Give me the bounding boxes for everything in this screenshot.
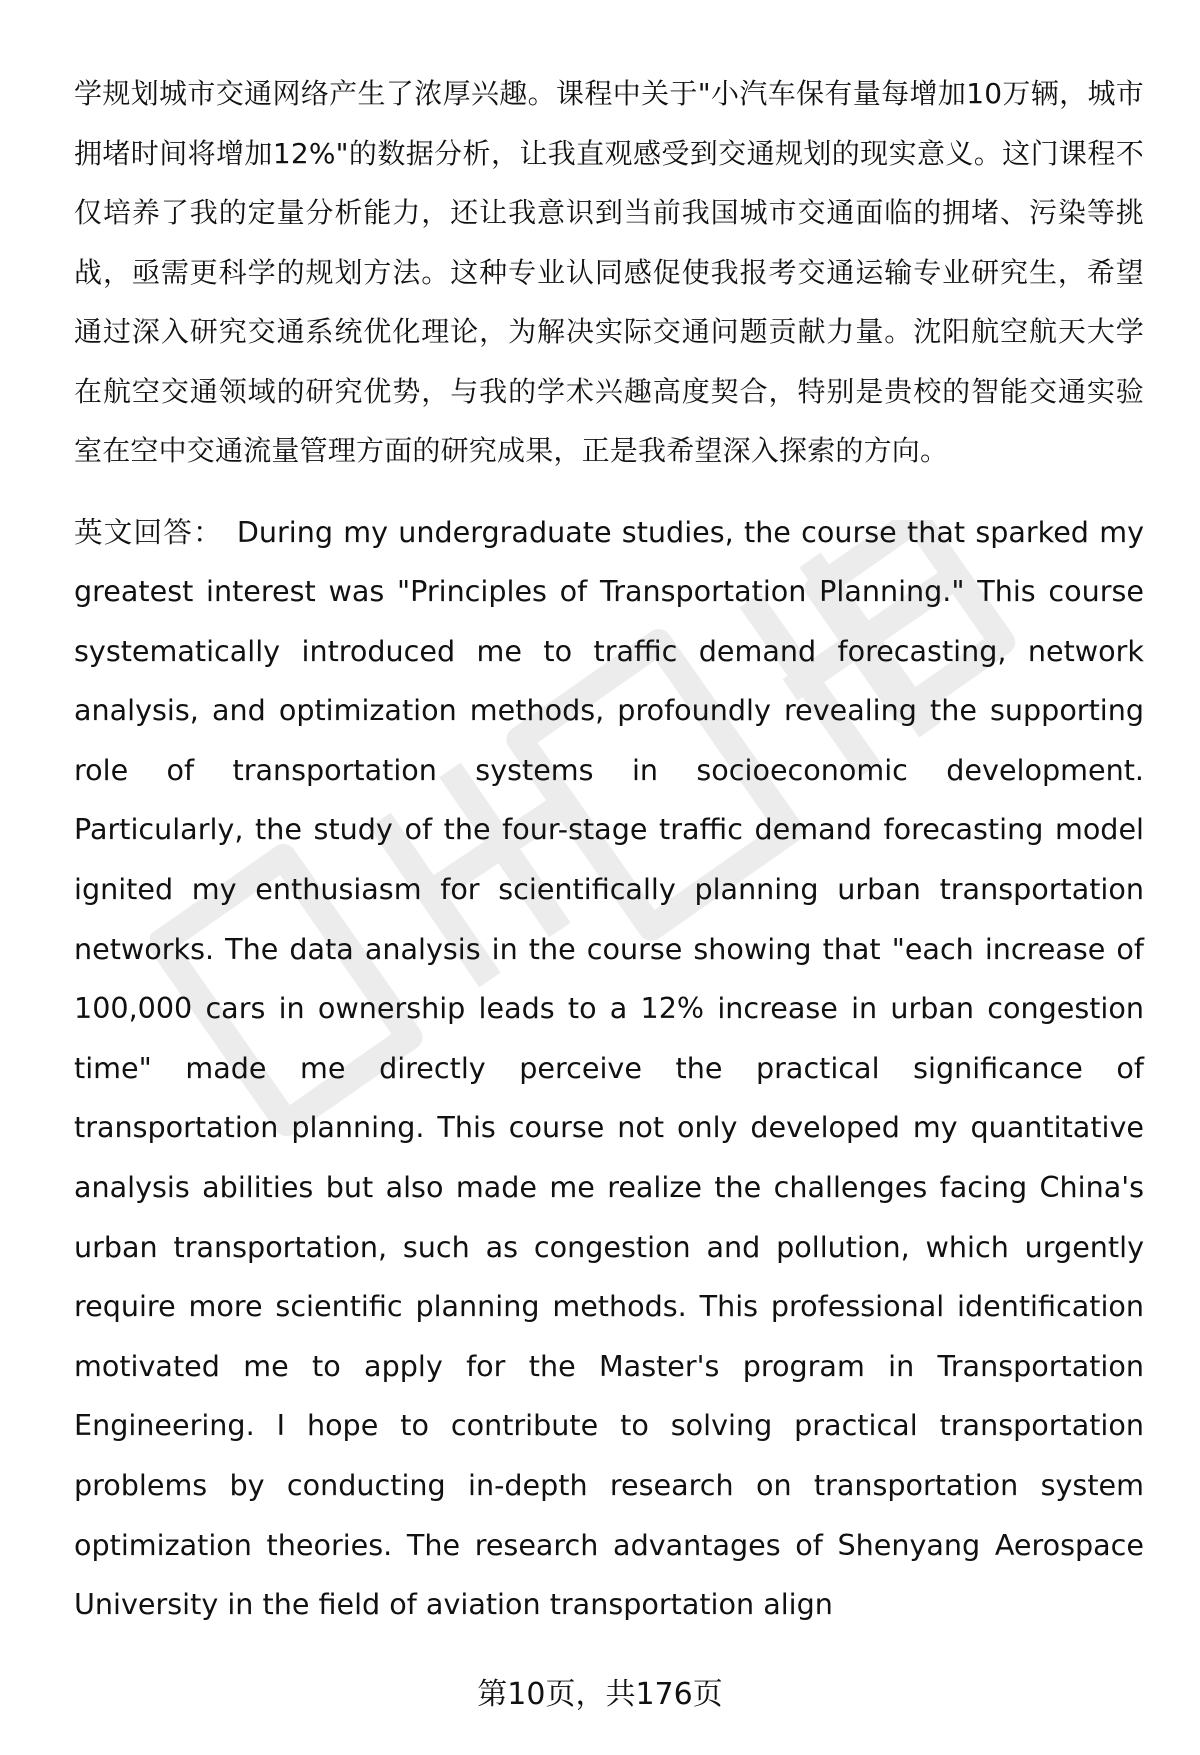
document-body [74,64,1144,1635]
chinese-paragraph: 学规划城市交通网络产生了浓厚兴趣。课程中关于"小汽车保有量每增加10万辆，城市拥堵时间将增加12%"的数据分析，让我直观感受到交通规划的现实意义。这门课程不仅培养了我的定量分析能力，还让我意识到当前我国城市交通面临的拥堵、污染等挑战，亟需更科学的规划方法。这种专业认同感促使我报考交通运输专业研究生，希望通过深入研究交通系统优化理论，为解决实际交通问题贡献力量。沈阳航空航天大学在航空交通领域的研究优势，与我的学术兴趣高度契合，特别是贵校的智能交通实验室在空中交通流量管理方面的研究成果，正是我希望深入探索的方向。 [74,77,1144,467]
english-answer-paragraph [74,503,1144,1635]
english-answer-text: During my undergraduate studies, the course that sparked my greatest interest was "Principles of Transportation Planning." This course systematically introduced me to traffic demand forecasting, network analysis, and optimization methods, profoundly revealing the supporting role of transportation systems in socioeconomic development. Particularly, the study of the four-stage traffic demand forecasting model ignited my enthusiasm for scientifically planning urban transportation networks. The data analysis in the course showing that "each increase of 100,000 cars in ownership leads to a 12% increase in urban congestion time" made me directly perceive the practical significance of transportation planning. This course not only developed my quantitative analysis abilities but also made me realize the challenges facing China's urban transportation, such as congestion and pollution, which urgently require more scientific planning methods. This professional identification motivated me to apply for the Master's program in Transportation Engineering. I hope to contribute to solving practical transportation problems by conducting in-depth research on transportation system optimization theories. The research advantages of Shenyang Aerospace University in the field of aviation transportation align [74,514,1144,1622]
page-indicator: 第10页，共176页 [477,1677,723,1712]
english-answer-label: 英文回答： [74,514,223,549]
